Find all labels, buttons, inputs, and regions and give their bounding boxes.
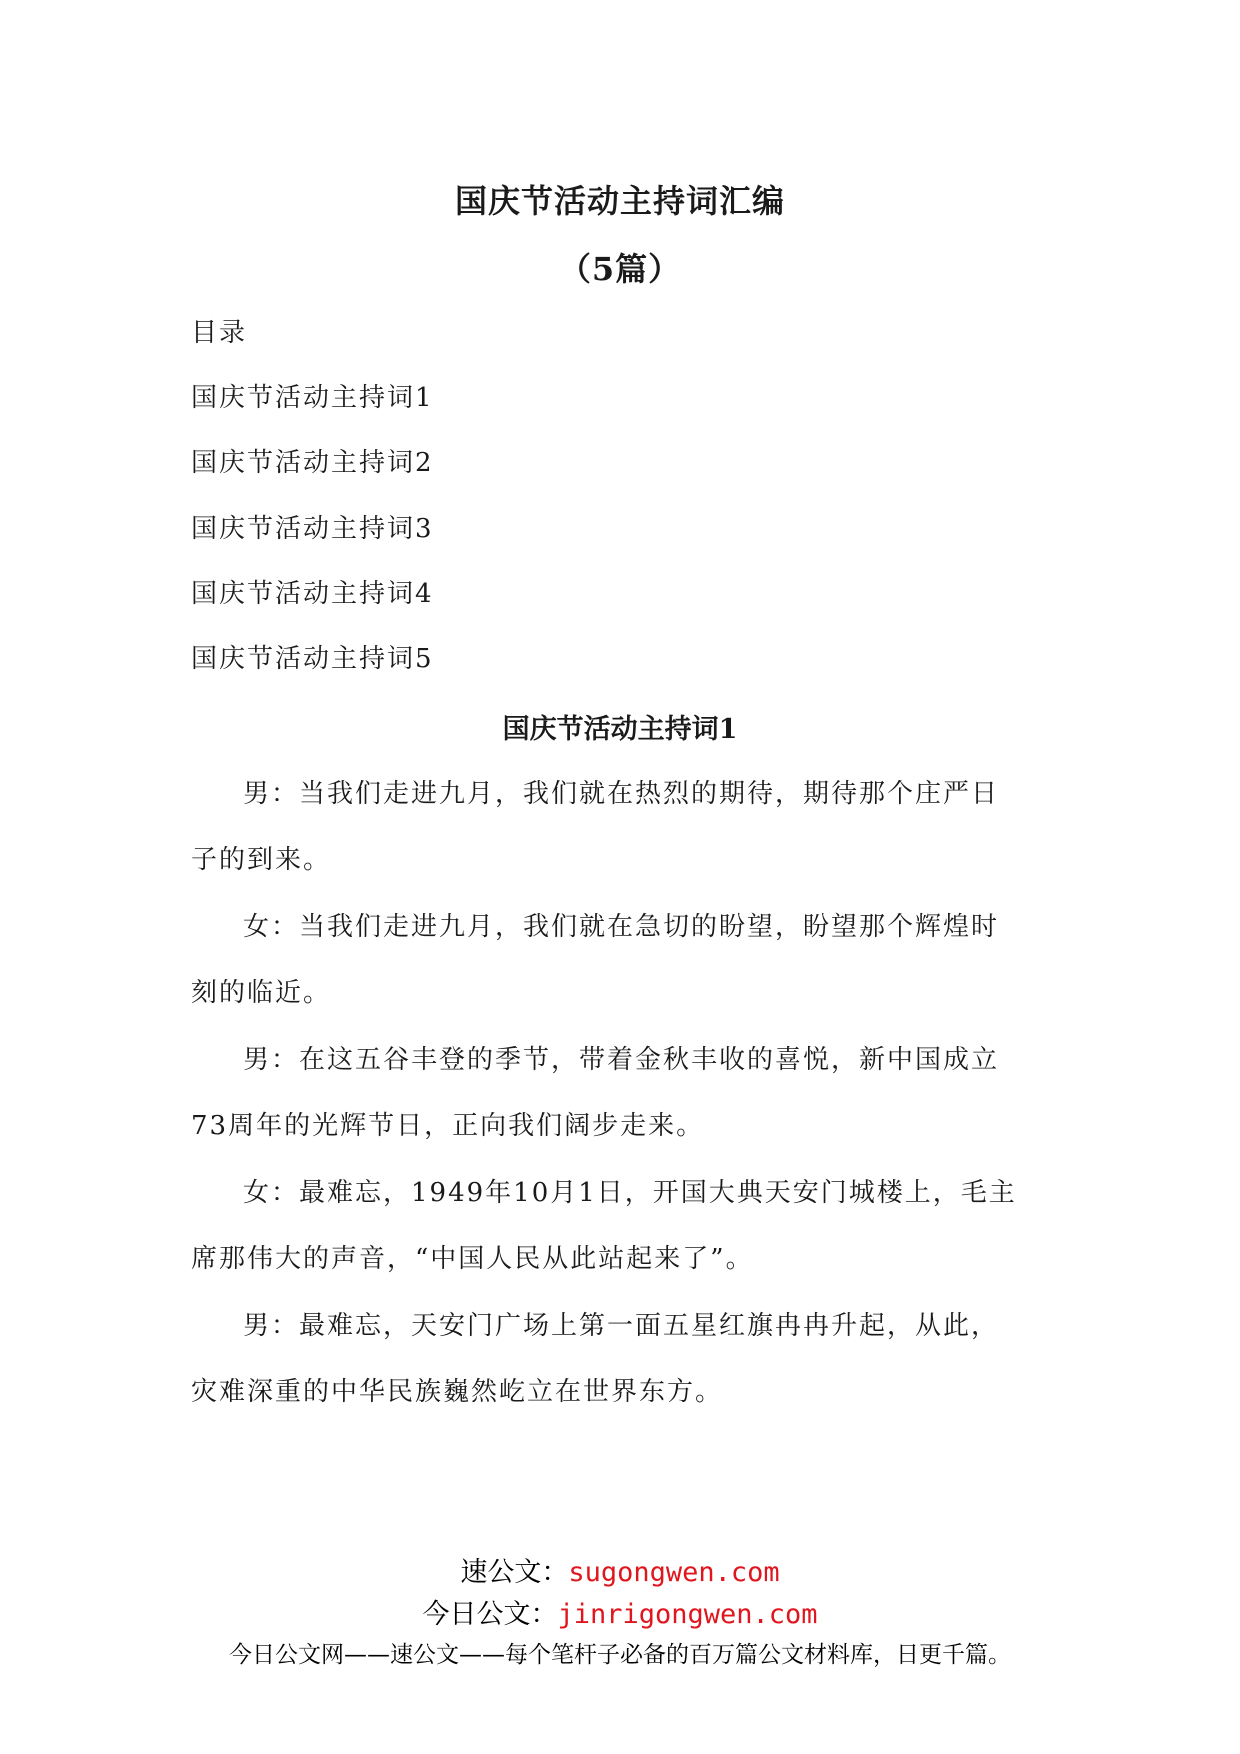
- paragraph-line: 女：当我们走进九月，我们就在急切的盼望，盼望那个辉煌时: [243, 912, 1000, 942]
- paragraph-line: 男：当我们走进九月，我们就在热烈的期待，期待那个庄严日: [243, 779, 1000, 809]
- paragraph-line: 灾难深重的中华民族巍然屹立在世界东方。: [191, 1377, 724, 1407]
- jinrigongwen-link[interactable]: jinrigongwen.com: [557, 1599, 818, 1630]
- footer-jinrigongwen-label: 今日公文：: [422, 1599, 558, 1630]
- toc-item-5: 国庆节活动主持词5: [191, 644, 434, 674]
- toc-item-1: 国庆节活动主持词1: [191, 383, 434, 413]
- document-subtitle: （5篇）: [558, 250, 682, 288]
- toc-item-4: 国庆节活动主持词4: [191, 579, 434, 609]
- footer-jinrigongwen: [0, 1592, 1240, 1631]
- paragraph-line: 席那伟大的声音，“中国人民从此站起来了”。: [191, 1244, 754, 1274]
- footer-sugongwen-label: 速公文：: [460, 1557, 569, 1588]
- footer-sugongwen: [0, 1550, 1240, 1589]
- footer-slogan: 今日公文网——速公文——每个笔杆子必备的百万篇公文材料库，日更千篇。: [229, 1642, 1011, 1668]
- toc-label: 目录: [191, 318, 248, 348]
- paragraph-line: 刻的临近。: [191, 978, 332, 1008]
- toc-item-3: 国庆节活动主持词3: [191, 514, 434, 544]
- paragraph-line: 女：最难忘，1949年10月1日，开国大典天安门城楼上，毛主: [243, 1178, 1017, 1208]
- section-heading: 国庆节活动主持词1: [502, 714, 738, 745]
- sugongwen-link[interactable]: sugongwen.com: [568, 1557, 780, 1588]
- document-title: 国庆节活动主持词汇编: [454, 182, 785, 220]
- paragraph-line: 子的到来。: [191, 845, 332, 875]
- paragraph-line: 男：在这五谷丰登的季节，带着金秋丰收的喜悦，新中国成立: [243, 1045, 1000, 1075]
- paragraph-line: 男：最难忘，天安门广场上第一面五星红旗冉冉升起，从此，: [243, 1311, 1000, 1341]
- paragraph-line: 73周年的光辉节日，正向我们阔步走来。: [191, 1111, 705, 1141]
- toc-item-2: 国庆节活动主持词2: [191, 448, 434, 478]
